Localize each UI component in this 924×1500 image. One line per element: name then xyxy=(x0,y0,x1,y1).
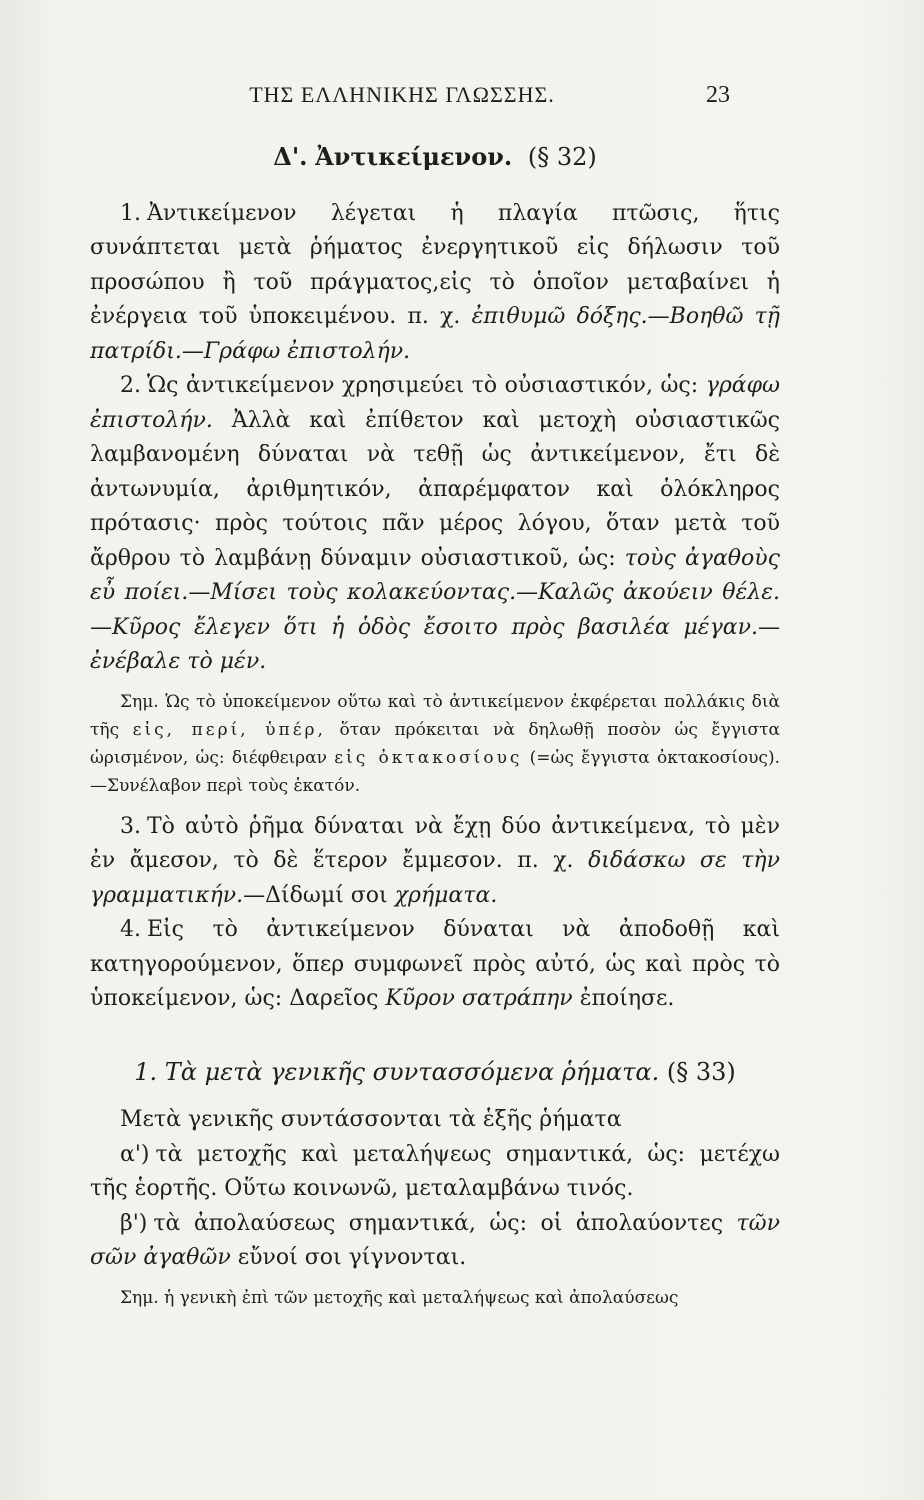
note-text: (=ὡς ἔγγιστα ὀκτακοσίους).—Συνέλαβον περὶ τοὺς ἑκατόν. xyxy=(90,747,780,796)
paragraph-5 xyxy=(90,1103,780,1138)
paragraph-text: Ἀλλὰ καὶ ἐπίθετον καὶ μετοχὴ οὐσιαστικῶς λαμβανομένη δύναται νὰ τεθῇ ὡς ἀντικείμενον, ἔτι δὲ ἀντωνυμία, ἀριθμητικόν, ἀπαρέμφατον καὶ ὁλόκληρος πρότασις· πρὸς τούτοις πᾶν μέρος λόγου, ὅταν μετὰ τοῦ ἄρθρου τὸ λαμβάνῃ δύναμιν οὐσιαστικοῦ, ὡς: xyxy=(90,407,781,571)
list-item-b xyxy=(90,1207,780,1276)
example-text: τῶν σῶν ἀγαθῶν xyxy=(90,1210,780,1270)
paragraph-1 xyxy=(90,197,780,370)
paragraph-text: Τὸ αὐτὸ ῥῆμα δύναται νὰ ἔχῃ δύο ἀντικείμενα, τὸ μὲν ἐν ἄμεσον, τὸ δὲ ἕτερον ἔμμεσον. π. χ. xyxy=(90,813,780,873)
list-text: τὰ μετοχῆς καὶ μεταλήψεως σημαντικά, ὡς: μετέχω τῆς ἑορτῆς. Οὕτω κοινωνῶ, μεταλαμβάνω τινός. xyxy=(90,1141,780,1201)
paragraph-text: Ἀντικείμενον λέγεται ἡ πλαγία πτῶσις, ἥτις συνάπτεται μετὰ ῥήματος ἐνεργητικοῦ εἰς δήλωσιν τοῦ προσώπου ἢ τοῦ πράγματος,εἰς τὸ ὁποῖον μεταβαίνει ἡ ἐνέργεια τοῦ ὑποκειμένου. π. χ. xyxy=(90,200,780,329)
section-heading-genitive xyxy=(90,1055,780,1090)
list-text: εὔνοί σοι γίγνονται. xyxy=(237,1245,467,1270)
paragraph-text: Εἰς τὸ ἀντικείμενον δύναται νὰ ἀποδοθῇ καὶ κατηγορούμενον, ὅπερ συμφωνεῖ πρὸς αὐτό, ὡς καὶ πρὸς τὸ ὑποκείμενον, ὡς: Δαρεῖος xyxy=(90,917,780,1011)
list-text: τὰ ἀπολαύσεως σημαντικά, ὡς: οἱ ἀπολαύοντες xyxy=(153,1210,724,1236)
list-label: β') xyxy=(120,1210,148,1236)
paragraph-number: 2. xyxy=(120,373,141,398)
section-heading-object xyxy=(90,140,780,175)
paragraph-3 xyxy=(90,810,780,914)
note-text: Ὡς τὸ ὑποκείμενον οὕτω καὶ τὸ ἀντικείμενον ἐκφέρεται πολλάκις διὰ τῆς xyxy=(90,691,780,740)
paragraph-text: —Δίδωμί σοι xyxy=(243,882,388,908)
note-text: ὅταν πρόκειται νὰ δηλωθῇ ποσὸν ὡς ἔγγιστα ὡρισμένον, ὡς: διέφθειραν xyxy=(90,719,781,768)
running-title: ΤΗΣ ΕΛΛΗΝΙΚΗΣ ΓΛΩΣΣΗΣ. xyxy=(249,82,555,107)
body-text xyxy=(90,140,780,1322)
example-text: Κῦρον σατράπην xyxy=(385,986,573,1011)
list-item-a xyxy=(90,1138,780,1207)
section-number: 1. xyxy=(134,1057,158,1086)
example-text: διδάσκω σε τὴν γραμματικήν. xyxy=(90,848,780,908)
paragraph-text: Ὡς ἀντικείμενον χρησιμεύει τὸ οὐσιαστικόν, ὡς: xyxy=(147,373,699,398)
paragraph-number: 4. xyxy=(120,917,141,942)
paragraph-text: Μετὰ γενικῆς συντάσσονται τὰ ἑξῆς ῥήματα xyxy=(120,1107,622,1132)
list-label: α') xyxy=(120,1141,150,1167)
section-ref: (§ 33) xyxy=(666,1057,736,1086)
paragraph-text: ἐποίησε. xyxy=(579,986,675,1011)
example-text: γράφω ἐπιστολήν. xyxy=(90,373,780,433)
spaced-text: εἰς ὀκτακοσίους xyxy=(334,747,523,768)
section-ref: (§ 32) xyxy=(527,143,597,171)
spaced-text: εἰς, περί, ὑπέρ, xyxy=(132,719,326,740)
example-text: χρήματα. xyxy=(394,882,498,908)
note-1 xyxy=(90,688,780,800)
paragraph-number: 1. xyxy=(120,200,141,226)
section-title: Ἀντικείμενον. xyxy=(315,142,513,171)
note-label: Σημ. xyxy=(120,691,159,712)
page-number: 23 xyxy=(706,82,730,108)
paragraph-4 xyxy=(90,913,780,1017)
paragraph-number: 3. xyxy=(120,813,141,839)
example-text: τοὺς ἀγαθοὺς εὖ ποίει.—Μίσει τοὺς κολακεύοντας.—Καλῶς ἀκούειν θέλε.—Κῦρος ἔλεγεν ὅτι ἡ ὁδὸς ἔσοιτο πρὸς βασιλέα μέγαν.—ἐνέβαλε τὸ μέν. xyxy=(90,545,780,674)
note-label: Σημ. xyxy=(120,1287,159,1308)
section-letter: Δ'. xyxy=(273,142,308,171)
section-title: Τὰ μετὰ γενικῆς συντασσόμενα ῥήματα. xyxy=(164,1057,660,1086)
paragraph-2 xyxy=(90,369,780,680)
example-text: ἐπιθυμῶ δόξης.—Βοηθῶ τῇ πατρίδι.—Γράφω ἐπιστολήν. xyxy=(90,304,780,364)
note-2 xyxy=(90,1284,780,1312)
note-text: ἡ γενικὴ ἐπὶ τῶν μετοχῆς καὶ μεταλήψεως καὶ ἀπολαύσεως xyxy=(164,1287,679,1308)
running-head xyxy=(0,82,924,112)
